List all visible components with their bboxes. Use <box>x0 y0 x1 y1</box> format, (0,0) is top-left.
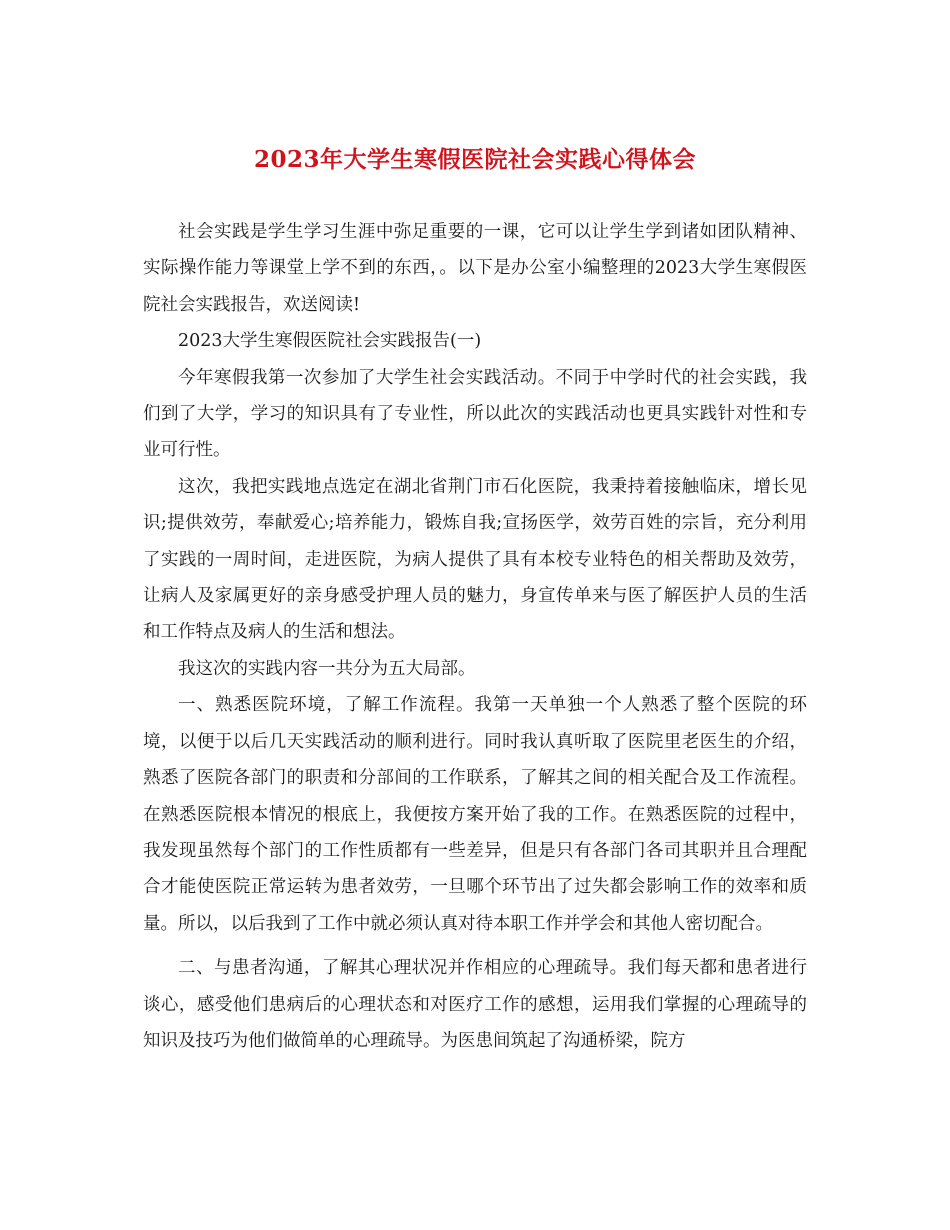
document-title: 2023年大学生寒假医院社会实践心得体会 <box>253 146 696 173</box>
paragraph-five-parts: 我这次的实践内容一共分为五大局部。 <box>178 658 476 679</box>
paragraph-location: 这次，我把实践地点选定在湖北省荆门市石化医院，我秉持着接触临床，增长见识;提供效劳，奉献爱心;培养能力，锻炼自我;宣扬医学，效劳百姓的宗旨，充分利用了实践的一周时间，走进医院，为病人提供了具有本校专业特色的相关帮助及效劳，让病人及家属更好的亲身感受护理人员的魅力，身宣传单来与医了解医护人员的生活和工作特点及病人的生活和想法。 <box>143 476 807 643</box>
paragraph-first-practice: 今年寒假我第一次参加了大学生社会实践活动。不同于中学时代的社会实践，我们到了大学，学习的知识具有了专业性，所以此次的实践活动也更具实践针对性和专业可行性。 <box>143 367 807 461</box>
paragraph-intro: 社会实践是学生学习生涯中弥足重要的一课，它可以让学生学到诸如团队精神、实际操作能力等课堂上学不到的东西，。以下是办公室小编整理的2023大学生寒假医院社会实践报告，欢送阅读! <box>143 222 807 315</box>
paragraph-part-two: 二、与患者沟通，了解其心理状况并作相应的心理疏导。我们每天都和患者进行谈心，感受他们患病后的心理状态和对医疗工作的感想，运用我们掌握的心理疏导的知识及技巧为他们做简单的心理疏导。为医患间筑起了沟通桥梁，院方 <box>143 958 807 1051</box>
paragraph-report-heading: 2023大学生寒假医院社会实践报告(一) <box>178 331 482 352</box>
document-body <box>143 214 807 1059</box>
paragraph-part-one: 一、熟悉医院环境，了解工作流程。我第一天单独一个人熟悉了整个医院的环境，以便于以后几天实践活动的顺利进行。同时我认真听取了医院里老医生的介绍，熟悉了医院各部门的职责和分部间的工作联系，了解其之间的相关配合及工作流程。在熟悉医院根本情况的根底上，我便按方案开始了我的工作。在熟悉医院的过程中，我发现虽然每个部门的工作性质都有一些差异，但是只有各部门各司其职并且合理配合才能使医院正常运转为患者效劳，一旦哪个环节出了过失都会影响工作的效率和质量。所以，以后我到了工作中就必须认真对待本职工作并学会和其他人密切配合。 <box>143 695 807 934</box>
